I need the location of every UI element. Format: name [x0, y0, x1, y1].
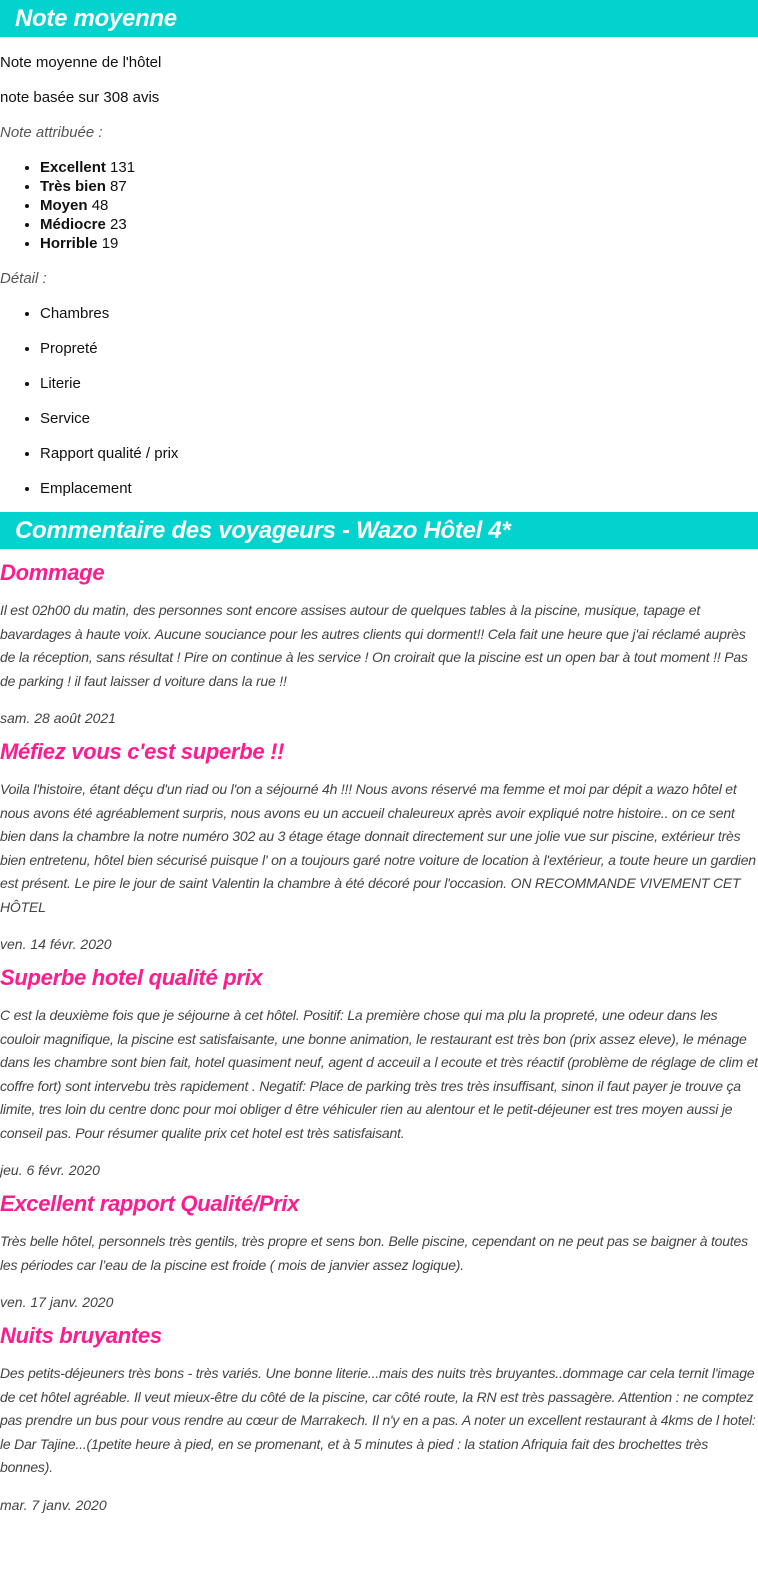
rating-count: 23 [110, 216, 127, 233]
review-body: Des petits-déjeuners très bons - très variés. Une bonne literie...mais des nuits très bruyantes..dommage car cela ternit l'image de cet hôtel agréable. Il veut mieux-être du côté de la piscine, car côté route, la RN est très passagère. Attention : ne comptez pas prendre un bus pour vous rendre au cœur de Marrakech. Il n'y en a pas. A noter un excellent restaurant à 4kms de l hotel: le Dar Tajine...(1petite heure à pied, en se promenant, et à 5 minutes à pied : la station Afriquia fait des brochettes très bonnes). [0, 1365, 756, 1475]
review-date: mar. 7 janv. 2020 [0, 1496, 107, 1513]
rating-item-moyen [40, 196, 758, 215]
review-title: Excellent rapport Qualité/Prix [0, 1191, 300, 1216]
rating-label: Moyen [40, 197, 88, 214]
detail-label: Détail : [0, 270, 47, 287]
rating-item-horrible [40, 234, 758, 253]
review [0, 964, 758, 1180]
review-date: jeu. 6 févr. 2020 [0, 1162, 100, 1178]
detail-item-service: • Service [40, 409, 758, 428]
review [0, 1322, 758, 1515]
review [0, 1190, 758, 1312]
review-body: Il est 02h00 du matin, des personnes sont encore assises autour de quelques tables à la piscine, musique, tapage et bavardages à haute voix. Aucune souciance pour les autres clients qui dorment!! Cela fait une heure que j'ai réclamé auprès de la réception, sans résultat ! Pire on continue à les service ! On croirait que la piscine est un open bar à tout moment !! Pas de parking ! il faut laisser d voiture dans la rue !! [0, 602, 748, 689]
rating-label: Très bien [40, 178, 106, 195]
detail-item-literie: • Literie [40, 374, 758, 393]
detail-item-rapport-qualite-prix: • Rapport qualité / prix [40, 444, 758, 463]
summary-subtitle: Note moyenne de l'hôtel [0, 54, 162, 71]
review-title: Superbe hotel qualité prix [0, 965, 263, 990]
review-body: Très belle hôtel, personnels très gentils, très propre et sens bon. Belle piscine, cependant on ne peut pas se baigner à toutes les périodes car l’eau de la piscine est froide ( mois de janvier assez logique). [0, 1233, 748, 1273]
detail-item-emplacement: • Emplacement [40, 479, 758, 498]
rating-count: 87 [110, 178, 127, 195]
summary-header: Note moyenne [0, 0, 758, 37]
review [0, 559, 758, 728]
rating-count: 48 [91, 197, 109, 214]
review-date: sam. 28 août 2021 [0, 710, 116, 726]
rating-item-excellent [40, 158, 758, 177]
rating-item-mediocre [40, 215, 758, 234]
review-body: Voila l'histoire, étant déçu d'un riad ou l'on a séjourné 4h !!! Nous avons réservé ma femme et moi par dépit a wazo hôtel et nous avons été agréablement surpris, nous avons eu un accueil chaleureux après avoir expliqué notre histoire.. on ce sent bien dans la chambre la notre numéro 302 au 3 étage étage donnait directement sur une jolie vue sur piscine, extérieur très bien entretenu, hôtel bien sécurisé puisque l' on a toujours garé notre voiture de location à l'extérieur, a toute heure un gardien est présent. Le pire le jour de saint Valentin la chambre à été décoré pour l'occasion. ON RECOMMANDE VIVEMENT CET HÔTEL [0, 781, 756, 915]
rating-label: Excellent [40, 159, 106, 176]
review-title: Nuits bruyantes [0, 1323, 162, 1348]
rating-label: Horrible [40, 235, 98, 252]
ratings-list [0, 158, 758, 253]
rating-count: 19 [101, 235, 119, 252]
rating-count: 131 [110, 159, 136, 176]
reviews-header: Commentaire des voyageurs - Wazo Hôtel 4* [0, 512, 758, 549]
detail-item-chambres: • Chambres [40, 304, 758, 323]
review-date: ven. 14 févr. 2020 [0, 936, 112, 952]
rating-label: Médiocre [40, 216, 106, 233]
ratings-label: Note attribuée : [0, 124, 103, 141]
review-title: Méfiez vous c'est superbe !! [0, 739, 285, 764]
review-date: ven. 17 janv. 2020 [0, 1294, 114, 1310]
review-count: note basée sur 308 avis [0, 89, 160, 106]
review-title: Dommage [0, 560, 105, 585]
review-body: C est la deuxième fois que je séjourne à cet hôtel. Positif: La première chose qui ma plu la propreté, une odeur dans les couloir magnifique, la piscine est satisfaisante, une bonne animation, le restaurant est très bon (prix assez eleve), le ménage dans les chambre sont bien fait, hotel quasiment neuf, agent d acceuil a l ecoute et très réactif (problème de réglage de clim et coffre fort) sont intervebu très rapidement . Negatif: Place de parking très tres très insuffisant, sinon il faut payer je trouve ça limite, tres loin du centre donc pour moi obliger d être véhiculer rien au alentour et le petit-déjeuner est tres moyen aussi je conseil pas. Pour résumer qualite prix cet hotel est très satisfaisant. [0, 1007, 758, 1141]
detail-item-proprete: • Propreté [40, 339, 758, 358]
review [0, 738, 758, 954]
rating-item-tres-bien [40, 177, 758, 196]
detail-list [0, 304, 758, 498]
